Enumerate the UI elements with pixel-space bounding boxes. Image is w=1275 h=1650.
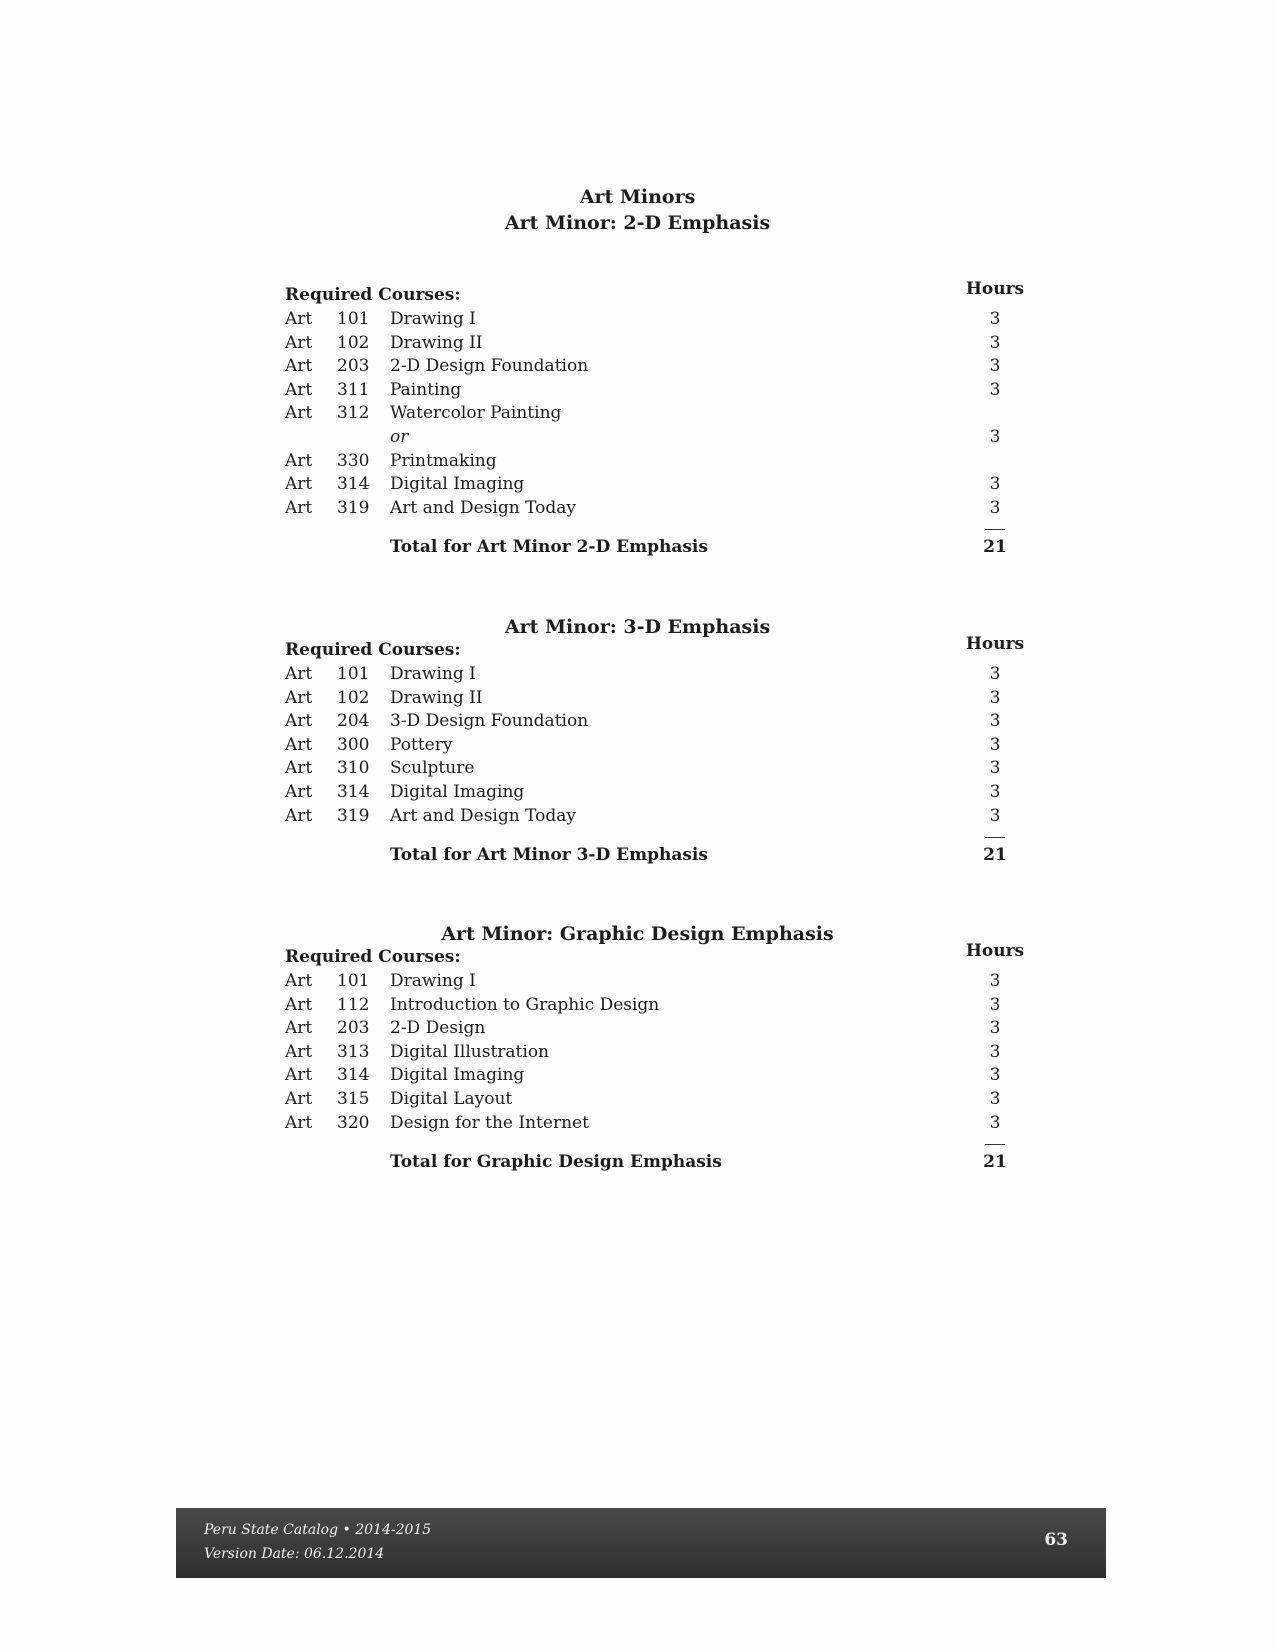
course-title: Painting bbox=[390, 379, 462, 400]
total-hours: 21 bbox=[983, 1152, 1007, 1173]
course-title: Digital Layout bbox=[390, 1088, 513, 1109]
course-number: 314 bbox=[337, 1065, 370, 1086]
total-hours: 21 bbox=[983, 537, 1007, 558]
course-dept: Art bbox=[285, 971, 313, 991]
course-hours: 3 bbox=[989, 356, 1001, 377]
course-number: 311 bbox=[337, 379, 370, 400]
course-hours: 3 bbox=[989, 758, 1001, 779]
page-title: Art Minors bbox=[579, 186, 696, 208]
course-section-3d bbox=[285, 634, 1025, 873]
course-hours: 3 bbox=[989, 426, 1001, 447]
course-hours: 3 bbox=[989, 332, 1001, 353]
course-title: Sculpture bbox=[390, 758, 475, 779]
course-dept: Art bbox=[285, 1112, 313, 1133]
course-row bbox=[285, 711, 1025, 735]
course-dept: Art bbox=[285, 1088, 313, 1109]
course-row bbox=[285, 451, 1025, 475]
course-dept: Art bbox=[285, 309, 313, 329]
section-title-3d: Art Minor: 3-D Emphasis bbox=[504, 616, 771, 638]
total-label: Total for Art Minor 3-D Emphasis bbox=[390, 845, 708, 866]
course-row bbox=[285, 474, 1025, 498]
course-dept: Art bbox=[285, 332, 313, 353]
course-dept: Art bbox=[285, 734, 313, 755]
total-rule bbox=[985, 1144, 1005, 1145]
course-dept: Art bbox=[285, 497, 313, 518]
section-header bbox=[285, 279, 1025, 309]
page-number: 63 bbox=[1044, 1530, 1068, 1550]
course-title: Printmaking bbox=[390, 450, 497, 471]
section-title-graphic: Art Minor: Graphic Design Emphasis bbox=[441, 923, 834, 945]
course-title: or bbox=[390, 426, 409, 447]
course-number: 101 bbox=[337, 309, 370, 329]
course-row bbox=[285, 1042, 1025, 1066]
course-hours: 3 bbox=[989, 474, 1001, 495]
course-section-graphic bbox=[285, 941, 1025, 1180]
course-hours: 3 bbox=[989, 734, 1001, 755]
course-row bbox=[285, 356, 1025, 380]
course-title: Introduction to Graphic Design bbox=[390, 994, 660, 1015]
total-label: Total for Graphic Design Emphasis bbox=[390, 1152, 722, 1173]
course-hours: 3 bbox=[989, 1112, 1001, 1133]
course-dept: Art bbox=[285, 403, 313, 424]
course-row bbox=[285, 1089, 1025, 1113]
course-dept: Art bbox=[285, 450, 313, 471]
course-hours: 3 bbox=[989, 687, 1001, 708]
footer-bar bbox=[176, 1508, 1106, 1578]
course-title: Watercolor Painting bbox=[390, 403, 562, 424]
section-title-2d: Art Minor: 2-D Emphasis bbox=[504, 212, 771, 234]
course-title: 2-D Design bbox=[390, 1018, 486, 1039]
course-hours: 3 bbox=[989, 379, 1001, 400]
course-hours: 3 bbox=[989, 497, 1001, 518]
course-dept: Art bbox=[285, 781, 313, 802]
course-number: 101 bbox=[337, 664, 370, 684]
total-row bbox=[285, 1150, 1025, 1180]
course-row bbox=[285, 427, 1025, 451]
course-number: 312 bbox=[337, 403, 370, 424]
required-courses-label: Required Courses: bbox=[285, 640, 461, 660]
course-title: 2-D Design Foundation bbox=[390, 356, 589, 377]
course-number: 204 bbox=[337, 711, 370, 732]
course-row bbox=[285, 688, 1025, 712]
course-hours: 3 bbox=[989, 1065, 1001, 1086]
course-dept: Art bbox=[285, 1041, 313, 1062]
course-dept: Art bbox=[285, 1065, 313, 1086]
course-number: 313 bbox=[337, 1041, 370, 1062]
course-row bbox=[285, 782, 1025, 806]
course-dept: Art bbox=[285, 1018, 313, 1039]
course-row bbox=[285, 333, 1025, 357]
total-row bbox=[285, 535, 1025, 565]
course-row bbox=[285, 995, 1025, 1019]
course-number: 300 bbox=[337, 734, 370, 755]
course-dept: Art bbox=[285, 687, 313, 708]
course-dept: Art bbox=[285, 994, 313, 1015]
course-hours: 3 bbox=[989, 994, 1001, 1015]
course-hours: 3 bbox=[989, 1088, 1001, 1109]
total-rule bbox=[985, 529, 1005, 530]
course-dept: Art bbox=[285, 664, 313, 684]
course-title: 3-D Design Foundation bbox=[390, 711, 589, 732]
course-title: Pottery bbox=[390, 734, 453, 755]
course-number: 101 bbox=[337, 971, 370, 991]
course-hours: 3 bbox=[989, 664, 1001, 684]
course-hours: 3 bbox=[989, 971, 1001, 991]
total-hours: 21 bbox=[983, 845, 1007, 866]
course-number: 315 bbox=[337, 1088, 370, 1109]
course-number: 102 bbox=[337, 332, 370, 353]
hours-column-header: Hours bbox=[965, 634, 1025, 654]
course-title: Digital Imaging bbox=[390, 781, 525, 802]
course-title: Drawing I bbox=[390, 664, 476, 684]
course-hours: 3 bbox=[989, 1041, 1001, 1062]
course-row bbox=[285, 806, 1025, 830]
course-row bbox=[285, 403, 1025, 427]
course-hours: 3 bbox=[989, 1018, 1001, 1039]
course-number: 310 bbox=[337, 758, 370, 779]
course-title: Design for the Internet bbox=[390, 1112, 589, 1133]
course-title: Art and Design Today bbox=[390, 805, 576, 826]
course-row bbox=[285, 758, 1025, 782]
section-header bbox=[285, 634, 1025, 664]
course-row bbox=[285, 971, 1025, 995]
total-label: Total for Art Minor 2-D Emphasis bbox=[390, 537, 708, 558]
course-dept: Art bbox=[285, 379, 313, 400]
course-hours: 3 bbox=[989, 781, 1001, 802]
footer-version-label: Version Date: 06.12.2014 bbox=[204, 1546, 385, 1562]
course-title: Drawing I bbox=[390, 309, 476, 329]
hours-column-header: Hours bbox=[965, 279, 1025, 299]
total-row bbox=[285, 843, 1025, 873]
course-title: Drawing II bbox=[390, 687, 483, 708]
course-hours: 3 bbox=[989, 711, 1001, 732]
course-row bbox=[285, 1113, 1025, 1137]
course-dept: Art bbox=[285, 805, 313, 826]
course-number: 319 bbox=[337, 497, 370, 518]
course-hours: 3 bbox=[989, 309, 1001, 329]
course-number: 112 bbox=[337, 994, 370, 1015]
course-dept: Art bbox=[285, 711, 313, 732]
course-number: 102 bbox=[337, 687, 370, 708]
hours-column-header: Hours bbox=[965, 941, 1025, 961]
course-hours: 3 bbox=[989, 805, 1001, 826]
section-header bbox=[285, 941, 1025, 971]
total-rule bbox=[985, 837, 1005, 838]
course-row bbox=[285, 1065, 1025, 1089]
course-section-2d bbox=[285, 279, 1025, 565]
course-number: 320 bbox=[337, 1112, 370, 1133]
course-dept: Art bbox=[285, 356, 313, 377]
course-row bbox=[285, 498, 1025, 522]
course-dept: Art bbox=[285, 474, 313, 495]
course-number: 319 bbox=[337, 805, 370, 826]
course-number: 203 bbox=[337, 356, 370, 377]
course-title: Drawing II bbox=[390, 332, 483, 353]
course-title: Digital Illustration bbox=[390, 1041, 550, 1062]
course-number: 314 bbox=[337, 474, 370, 495]
course-row bbox=[285, 380, 1025, 404]
course-row bbox=[285, 1018, 1025, 1042]
required-courses-label: Required Courses: bbox=[285, 947, 461, 967]
course-row bbox=[285, 309, 1025, 333]
course-row bbox=[285, 735, 1025, 759]
footer-catalog-label: Peru State Catalog • 2014-2015 bbox=[204, 1522, 432, 1538]
course-title: Drawing I bbox=[390, 971, 476, 991]
required-courses-label: Required Courses: bbox=[285, 285, 461, 305]
course-title: Digital Imaging bbox=[390, 1065, 525, 1086]
course-row bbox=[285, 664, 1025, 688]
course-title: Art and Design Today bbox=[390, 497, 576, 518]
course-number: 203 bbox=[337, 1018, 370, 1039]
course-dept: Art bbox=[285, 758, 313, 779]
course-title: Digital Imaging bbox=[390, 474, 525, 495]
course-number: 330 bbox=[337, 450, 370, 471]
course-number: 314 bbox=[337, 781, 370, 802]
